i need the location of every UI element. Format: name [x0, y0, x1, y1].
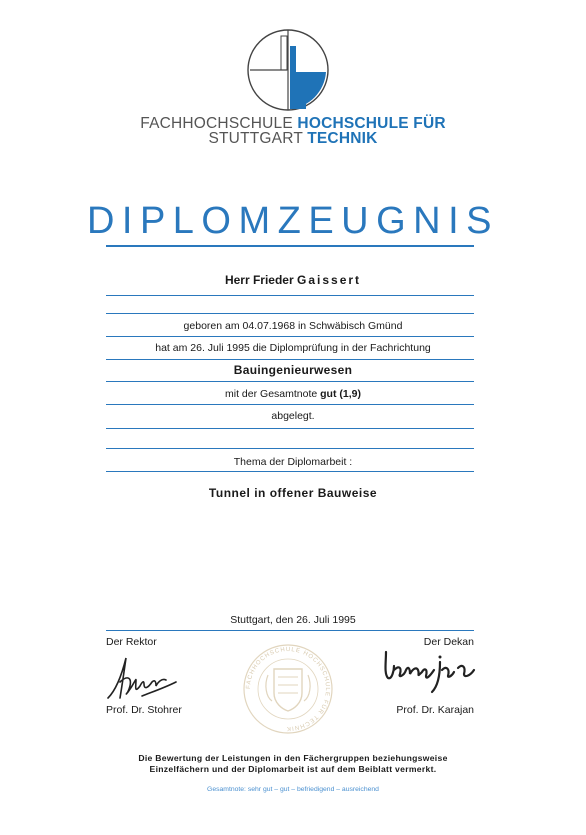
divider	[106, 448, 474, 449]
footer-line1: Die Bewertung der Leistungen in den Fächergruppen beziehungsweise	[138, 753, 448, 763]
svg-text:FACHHOCHSCHULE HOCHSCHULE FÜR	[246, 647, 330, 731]
footer-note	[0, 753, 586, 775]
divider	[106, 404, 474, 405]
passed-line: abgelegt.	[271, 410, 315, 422]
document-title: DIPLOMZEUGNIS	[86, 200, 500, 242]
seal-text: FACHHOCHSCHULE HOCHSCHULE FÜR TECHNIK	[245, 646, 331, 732]
grade-prefix: mit der Gesamtnote	[225, 388, 318, 400]
divider	[106, 381, 474, 382]
exam-line: hat am 26. Juli 1995 die Diplomprüfung in der Fachrichtung	[155, 342, 431, 354]
rector-signature-icon	[102, 652, 180, 704]
grade-line	[0, 388, 586, 400]
recipient-salutation: Herr Frieder	[224, 273, 294, 287]
divider	[106, 295, 474, 296]
grade-value: (1,9)	[339, 388, 361, 400]
place-date: Stuttgart, den 26. Juli 1995	[230, 614, 356, 626]
recipient-surname: Gaissert	[297, 273, 362, 287]
divider	[106, 359, 474, 360]
divider	[106, 313, 474, 314]
school-logo-icon	[246, 28, 330, 112]
divider	[106, 336, 474, 337]
institution-line1-bold: HOCHSCHULE FÜR	[297, 115, 446, 132]
institution-name	[0, 116, 586, 146]
divider	[106, 428, 474, 429]
divider	[106, 471, 474, 472]
dean-role: Der Dekan	[423, 636, 474, 648]
birth-line: geboren am 04.07.1968 in Schwäbisch Gmünd	[183, 320, 403, 332]
thesis-title: Tunnel in offener Bauweise	[208, 486, 378, 500]
rector-role: Der Rektor	[106, 636, 157, 648]
institution-line2-bold: TECHNIK	[307, 130, 378, 147]
institution-line1-thin: FACHHOCHSCHULE	[140, 115, 293, 132]
field-of-study: Bauingenieurwesen	[233, 363, 353, 377]
dean-signature-icon	[380, 648, 482, 700]
institution-line2-thin: STUTTGART	[208, 130, 303, 147]
recipient-name	[0, 273, 586, 287]
grade-word: gut	[320, 388, 337, 400]
footer-line2: Einzelfächern und der Diplomarbeit ist auf dem Beiblatt vermerkt.	[149, 764, 437, 774]
thesis-label: Thema der Diplomarbeit :	[233, 456, 353, 468]
official-seal-icon	[236, 641, 340, 737]
divider	[106, 245, 474, 247]
divider	[106, 630, 474, 631]
grade-scale: Gesamtnote: sehr gut – gut – befriedigend – ausreichend	[207, 786, 379, 793]
rector-name: Prof. Dr. Stohrer	[106, 704, 182, 716]
dean-name: Prof. Dr. Karajan	[396, 704, 474, 716]
